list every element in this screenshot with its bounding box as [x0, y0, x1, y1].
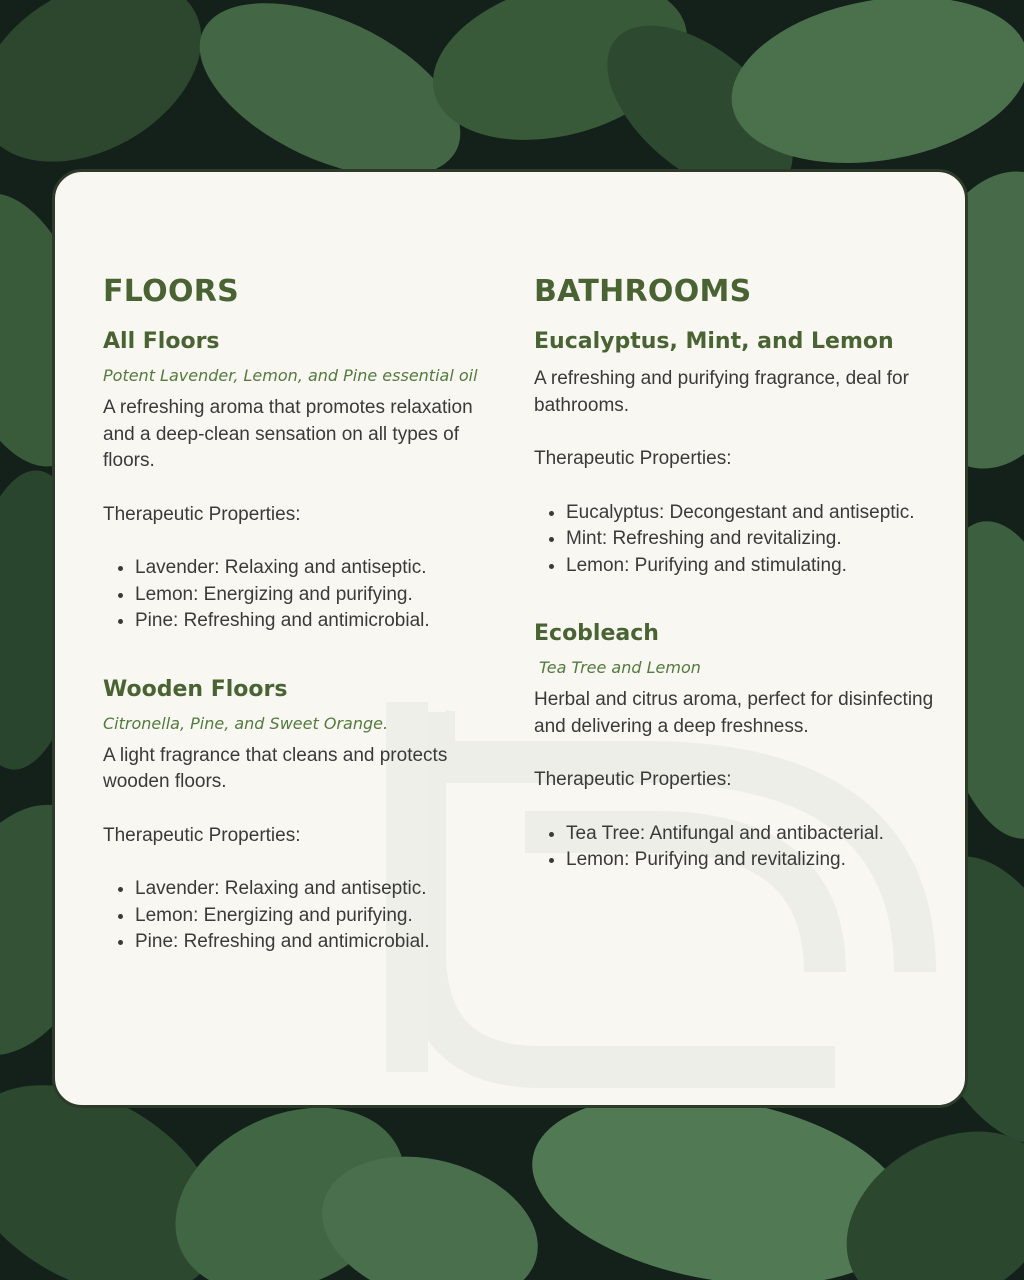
wooden-floors-oils: Citronella, Pine, and Sweet Orange. — [103, 713, 389, 733]
list-item: • Eucalyptus: Decongestant and antiseptic. — [566, 500, 934, 527]
bathrooms-title: BATHROOMS — [534, 274, 752, 309]
all-floors-properties-label: Therapeutic Properties: — [103, 503, 301, 525]
wooden-floors-properties-list — [103, 876, 493, 956]
list-item: • Pine: Refreshing and antimicrobial. — [135, 608, 493, 635]
wooden-floors-heading: Wooden Floors — [103, 676, 288, 702]
bathrooms-column — [534, 274, 934, 874]
ecobleach-heading: Ecobleach — [534, 621, 659, 646]
wooden-floors-properties-label: Therapeutic Properties: — [103, 824, 301, 846]
list-item: • Lemon: Purifying and stimulating. — [566, 553, 934, 580]
list-item: • Tea Tree: Antifungal and antibacterial. — [566, 821, 934, 848]
eucalyptus-properties-list — [534, 500, 934, 580]
floors-title: FLOORS — [103, 274, 240, 309]
list-item: • Lemon: Energizing and purifying. — [135, 582, 493, 609]
list-item: • Lavender: Relaxing and antiseptic. — [135, 555, 493, 582]
eucalyptus-description: A refreshing and purifying fragrance, deal for bathrooms. — [534, 368, 909, 416]
all-floors-heading: All Floors — [103, 329, 220, 354]
list-item: • Lemon: Energizing and purifying. — [135, 903, 493, 930]
ecobleach-description: Herbal and citrus aroma, perfect for disinfecting and delivering a deep freshness. — [534, 689, 934, 737]
eucalyptus-properties-label: Therapeutic Properties: — [534, 448, 732, 469]
all-floors-properties-list — [103, 555, 493, 635]
content-card — [52, 169, 968, 1108]
ecobleach-oils: Tea Tree and Lemon — [539, 658, 701, 677]
eucalyptus-heading: Eucalyptus, Mint, and Lemon — [534, 329, 894, 354]
list-item: • Mint: Refreshing and revitalizing. — [566, 526, 934, 553]
all-floors-oils: Potent Lavender, Lemon, and Pine essential oil — [103, 366, 478, 385]
list-item: • Pine: Refreshing and antimicrobial. — [135, 929, 493, 956]
ecobleach-properties-label: Therapeutic Properties: — [534, 769, 732, 790]
list-item: • Lemon: Purifying and revitalizing. — [566, 847, 934, 874]
floors-column — [103, 274, 493, 956]
all-floors-description: A refreshing aroma that promotes relaxation and a deep-clean sensation on all types of floors. — [103, 397, 473, 471]
list-item: • Lavender: Relaxing and antiseptic. — [135, 876, 493, 903]
wooden-floors-description: A light fragrance that cleans and protects wooden floors. — [103, 744, 448, 792]
ecobleach-properties-list — [534, 821, 934, 874]
